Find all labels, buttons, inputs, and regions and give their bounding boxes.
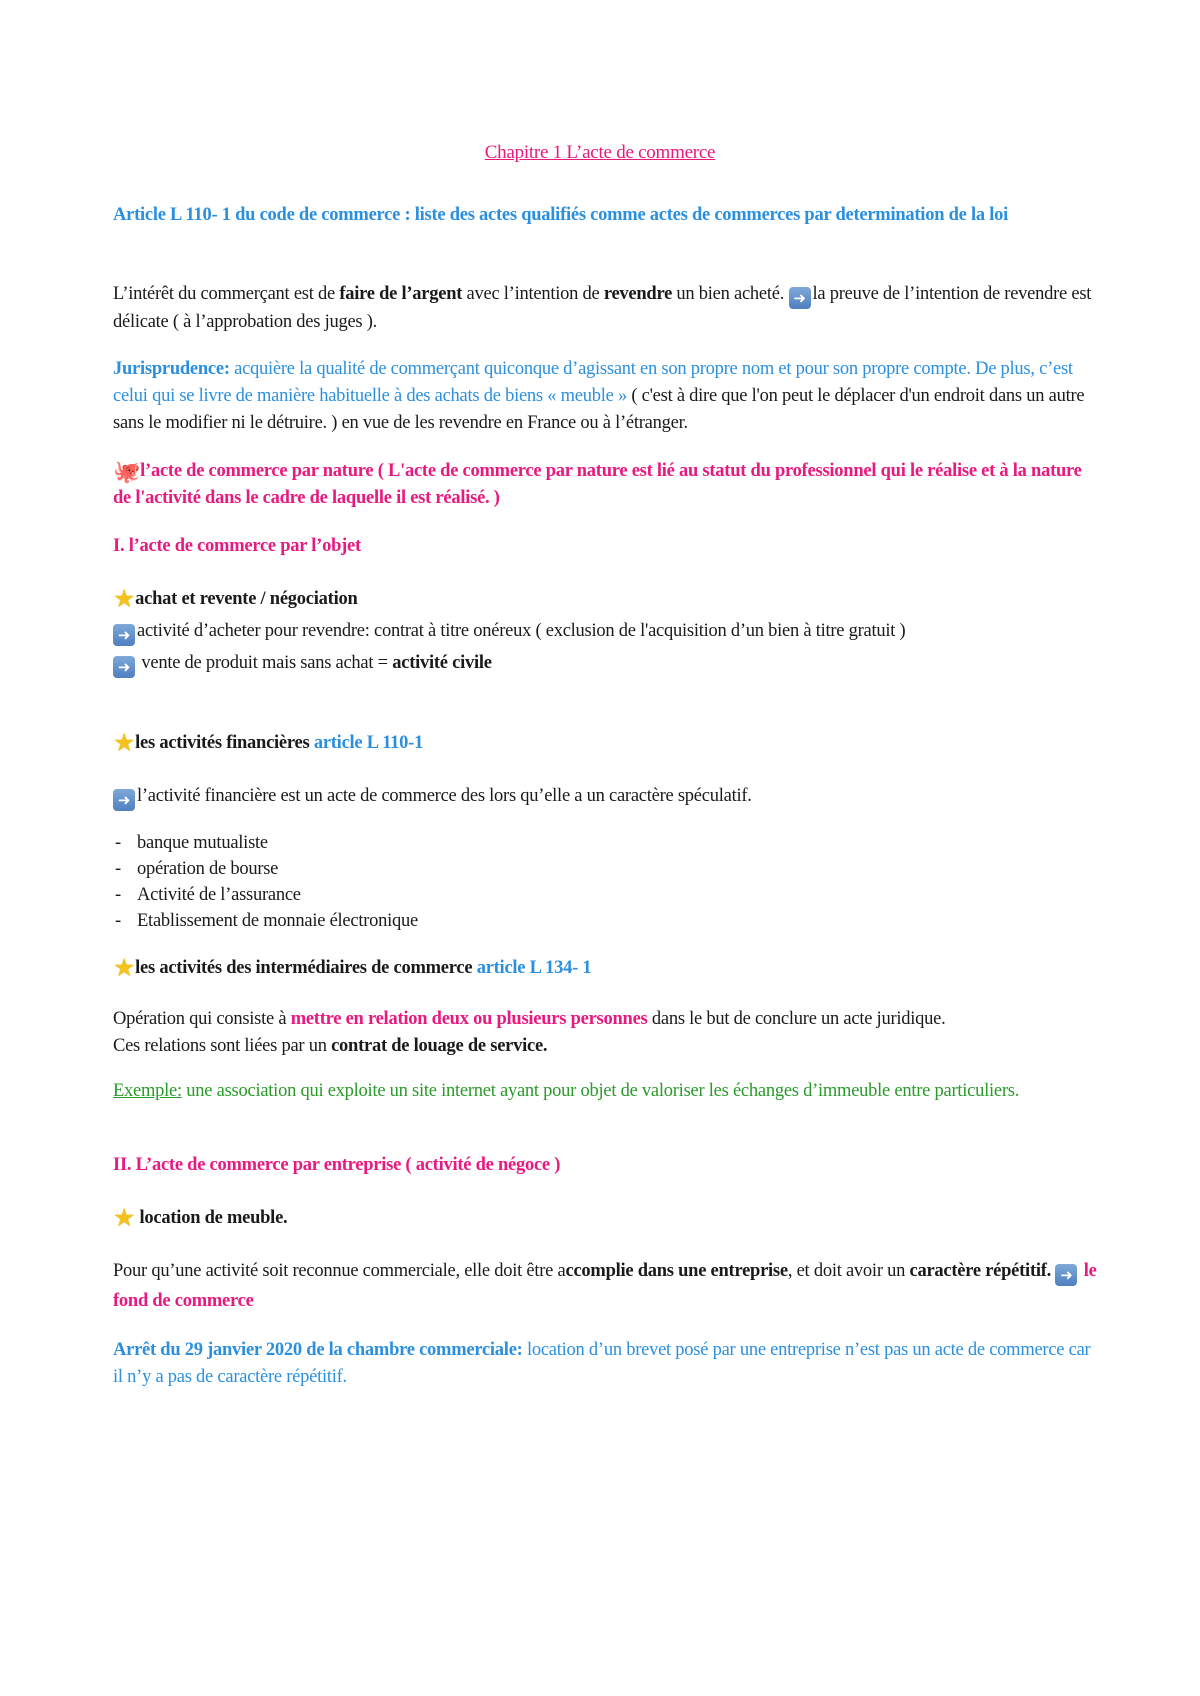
location-heading <box>113 1205 1103 1232</box>
right-arrow-icon: ➜ <box>1055 1264 1077 1286</box>
intermediaires-heading-text: les activités des intermédiaires de commerce <box>135 958 477 978</box>
jurisprudence-paragraph <box>113 356 1103 437</box>
fond-de-commerce: le fond de commerce <box>113 1261 1097 1311</box>
list-item: - Activité de l’assurance <box>113 882 1103 908</box>
octopus-icon: 🐙 <box>113 460 141 485</box>
star-icon: ★ <box>113 728 136 757</box>
financieres-heading <box>113 730 1103 757</box>
achat-heading-text: achat et revente / négociation <box>135 589 358 609</box>
section-2-heading: II. L’acte de commerce par entreprise ( activité de négoce ) <box>113 1155 561 1175</box>
intermediaires-text-2: dans le but de conclure un acte juridique. <box>647 1009 946 1029</box>
financieres-article: article L 110-1 <box>313 733 424 753</box>
right-arrow-icon: ➜ <box>789 287 811 309</box>
financieres-line <box>113 783 1103 811</box>
financieres-heading-text: les activités financières <box>135 733 314 753</box>
financieres-line-text: l’activité financière est un acte de commerce des lors qu’elle a un caractère spéculatif. <box>137 786 752 806</box>
star-icon: ★ <box>113 953 136 982</box>
activite-civile: activité civile <box>392 653 492 673</box>
list-item: - Etablissement de monnaie électronique <box>113 908 1103 934</box>
article-heading: Article L 110- 1 du code de commerce : liste des actes qualifiés comme actes de commerces par determination de la loi <box>113 205 1009 225</box>
jurisprudence-explanation: ( c'est à dire que l'on peut le déplacer d'un endroit dans un autre sans le modifier ni le détruire. ) en vue de les revendre en France ou à l’étranger. <box>113 386 1085 433</box>
achat-heading <box>113 586 1103 613</box>
achat-line-2-text: vente de produit mais sans achat = <box>137 653 393 673</box>
location-heading-text: location de meuble. <box>135 1208 288 1228</box>
financieres-list <box>113 830 1103 934</box>
star-icon: ★ <box>113 1203 136 1232</box>
location-text-1: Pour qu’une activité soit reconnue commerciale, elle doit être a <box>113 1261 566 1281</box>
list-item: - banque mutualiste <box>113 830 1103 856</box>
achat-line-1 <box>113 618 1103 646</box>
caractere-repetitif: caractère répétitif. <box>909 1261 1052 1281</box>
chapter-title: Chapitre 1 L’acte de commerce <box>484 142 716 163</box>
intermediaires-paragraph <box>113 1006 1103 1060</box>
right-arrow-icon: ➜ <box>113 624 135 646</box>
intermediaires-highlight: mettre en relation deux ou plusieurs personnes <box>290 1009 648 1029</box>
interet-text-1: L’intérêt du commerçant est de <box>113 284 340 304</box>
interet-text-3: un bien acheté. <box>672 284 789 304</box>
list-item: - opération de bourse <box>113 856 1103 882</box>
interet-bold-argent: faire de l’argent <box>339 284 463 304</box>
intermediaires-text-1: Opération qui consiste à <box>113 1009 291 1029</box>
arret-paragraph <box>113 1337 1103 1391</box>
accomplie-entreprise: ccomplie dans une entreprise <box>565 1261 788 1281</box>
jurisprudence-label: Jurisprudence: <box>113 359 230 379</box>
achat-line-2 <box>113 650 1103 678</box>
nature-heading-text: l’acte de commerce par nature ( L'acte de commerce par nature est lié au statut du professionnel qui le réalise et à la nature de l'activité dans le cadre de laquelle il est réalisé. ) <box>113 461 1082 508</box>
arret-label: Arrêt du 29 janvier 2020 de la chambre commerciale: <box>113 1340 523 1360</box>
right-arrow-icon: ➜ <box>113 656 135 678</box>
interet-bold-revendre: revendre <box>603 284 673 304</box>
star-icon: ★ <box>113 584 136 613</box>
achat-line-1-text: activité d’acheter pour revendre: contrat à titre onéreux ( exclusion de l'acquisition d’un bien à titre gratuit ) <box>137 621 906 641</box>
exemple-label: Exemple: <box>113 1081 182 1101</box>
arret-text: location d’un brevet posé par une entreprise n’est pas un acte de commerce car il n’y a pas de caractère répétitif. <box>113 1340 1091 1387</box>
intermediaires-heading <box>113 955 1103 982</box>
contrat-louage: contrat de louage de service. <box>331 1036 548 1056</box>
interet-text-2: avec l’intention de <box>462 284 604 304</box>
jurisprudence-text: acquière la qualité de commerçant quiconque d’agissant en son propre nom et pour son propre compte. De plus, c’est celui qui se livre de manière habituelle à des achats de biens « meuble » <box>113 359 1073 406</box>
intermediaires-text-3: Ces relations sont liées par un <box>113 1036 332 1056</box>
intermediaires-article: article L 134- 1 <box>476 958 592 978</box>
right-arrow-icon: ➜ <box>113 789 135 811</box>
exemple-text: une association qui exploite un site internet ayant pour objet de valoriser les échanges d’immeuble entre particuliers. <box>181 1081 1020 1101</box>
exemple-paragraph <box>113 1078 1103 1105</box>
section-1-heading: I. l’acte de commerce par l’objet <box>113 536 361 556</box>
nature-heading <box>113 458 1103 512</box>
location-text-2: , et doit avoir un <box>787 1261 910 1281</box>
interet-paragraph <box>113 281 1103 336</box>
interet-text-4: la preuve de l’intention de revendre est délicate ( à l’approbation des juges ). <box>113 284 1092 332</box>
location-paragraph <box>113 1256 1103 1316</box>
